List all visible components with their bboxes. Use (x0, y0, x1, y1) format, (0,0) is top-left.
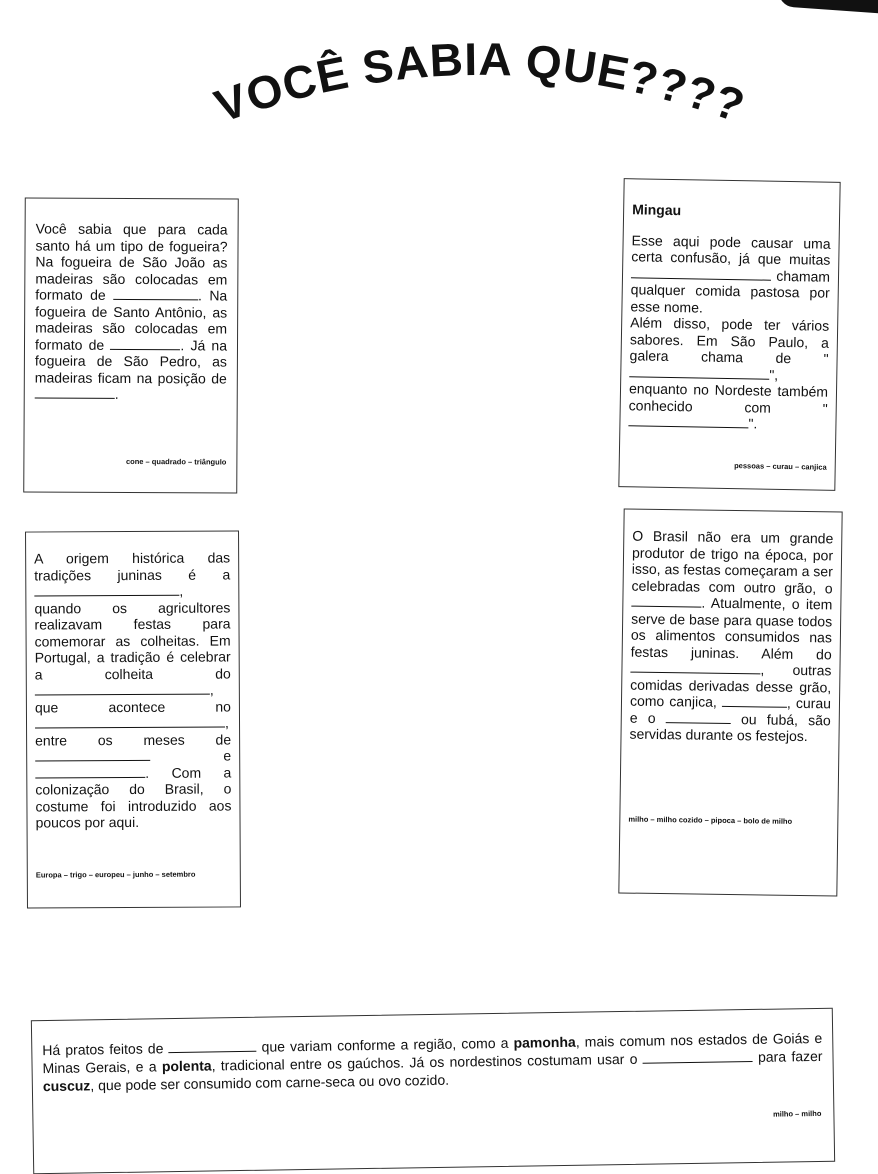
pratos-text-part: Há pratos feitos de (42, 1040, 164, 1059)
pratos-text-part: para fazer (757, 1047, 823, 1065)
quote-mark: " (823, 350, 829, 367)
word-bank: cone – quadrado – triângulo (125, 456, 227, 467)
blank-field[interactable] (631, 594, 701, 608)
mingau-text-part: enquanto no Nordeste também conhecido com (628, 380, 829, 416)
page-title-text: VOCÊ SABIA QUE???? (208, 32, 752, 133)
mingau-text (630, 232, 830, 318)
trigo-text-part: . Atualmente, o item serve de base para quase todos os alimentos consumidos nas festas juninas. Além do (630, 594, 833, 662)
punctuation: , (179, 582, 184, 599)
punctuation: , (224, 714, 229, 731)
trigo-card (618, 508, 842, 896)
word-bank: pessoas – curau – canjica (734, 461, 827, 472)
card-heading: Mingau (632, 201, 682, 219)
page-title (160, 30, 800, 150)
origem-text-part: quando os agricultores realizavam festas para comemorar as colheitas. Em Portugal, a tradição é celebrar a colheita do (34, 598, 231, 683)
blank-field[interactable] (35, 715, 225, 729)
origem-text-part: . Com a colonização do Brasil, o costume foi introduzido aos poucos por aqui. (35, 763, 232, 831)
mingau-text-part: Além disso, pode ter vários sabores. Em São Paulo, a galera chama de (629, 314, 830, 367)
blank-field[interactable] (628, 413, 748, 428)
pratos-text-part: que variam conforme a região, como a (261, 1034, 509, 1055)
quote-mark: " (822, 400, 828, 417)
blank-field[interactable] (35, 385, 115, 398)
fogueira-text-part: . (114, 385, 119, 402)
blank-field[interactable] (666, 710, 731, 724)
trigo-text-part: ou fubá, são servidas durante os festejos. (629, 710, 831, 745)
corner-ink-mark (778, 0, 878, 14)
fogueira-card (23, 197, 239, 493)
origem-card (25, 530, 241, 908)
blank-field[interactable] (113, 287, 198, 300)
blank-field[interactable] (110, 336, 180, 349)
arched-title-art (160, 30, 800, 150)
pratos-text (42, 1029, 823, 1095)
blank-field[interactable] (643, 1049, 753, 1064)
blank-field[interactable] (630, 660, 760, 675)
quote-mark: ". (748, 415, 758, 432)
blank-field[interactable] (168, 1039, 256, 1053)
blank-field[interactable] (35, 764, 145, 778)
blank-field[interactable] (35, 748, 150, 762)
fogueira-text-part: . Já na fogueira de São Pedro, as madeiras ficam na posição de (34, 336, 228, 387)
origem-text-part: A origem histórica das tradições juninas é a (34, 549, 231, 584)
cuscuz-term: cuscuz (42, 1077, 91, 1095)
fogueira-text-part: Você sabia que para cada santo há um tipo de fogueira? Na fogueira de São João as madeiras são colocadas em formato de (35, 220, 228, 303)
trigo-text-part: , curau e o (629, 694, 832, 726)
blank-field[interactable] (722, 694, 787, 708)
pamonha-term: pamonha (513, 1033, 576, 1051)
mingau-text-part: Esse aqui pode causar uma certa confusão, já que muitas (631, 231, 831, 268)
word-bank: milho – milho cozido – pipoca – bolo de milho (628, 814, 793, 826)
blank-field[interactable] (631, 265, 771, 280)
quote-mark: ", (769, 366, 779, 383)
origem-text-part: que acontece no (34, 697, 231, 716)
mingau-text-part: chamam qualquer comida pastosa por esse nome. (630, 267, 831, 316)
punctuation: , (209, 681, 214, 698)
pratos-card (31, 1008, 835, 1174)
polenta-term: polenta (161, 1057, 212, 1075)
blank-field[interactable] (34, 583, 179, 597)
pratos-text-part: , tradicional entre os gaúchos. Já os nordestinos costumam usar o (211, 1050, 638, 1074)
blank-field[interactable] (35, 682, 210, 696)
origem-text (34, 549, 231, 831)
trigo-text-part: , outras comidas derivadas desse grão, como canjica, (629, 661, 832, 710)
pratos-text-part: , que pode ser consumido com carne-seca ou ovo cozido. (90, 1071, 450, 1094)
blank-field[interactable] (629, 364, 769, 379)
mingau-card (618, 178, 840, 491)
mingau-text (628, 314, 829, 433)
word-bank: milho – milho (772, 1108, 822, 1119)
origem-text-part: entre os meses de (35, 730, 232, 749)
origem-text-part: e (223, 747, 232, 764)
trigo-text-part: O Brasil não era um grande produtor de trigo na época, por isso, as festas começaram a ser celebradas com outro grão, o (631, 527, 834, 596)
trigo-text (629, 528, 833, 745)
pratos-text-part: , mais comum nos estados de Goiás e Minas Gerais, e a (42, 1029, 823, 1077)
word-bank: Europa – trigo – europeu – junho – setembro (35, 869, 196, 880)
fogueira-text-part: . Na fogueira de Santo Antônio, as madeiras são colocadas em formato de (34, 287, 228, 353)
fogueira-text (35, 220, 228, 403)
